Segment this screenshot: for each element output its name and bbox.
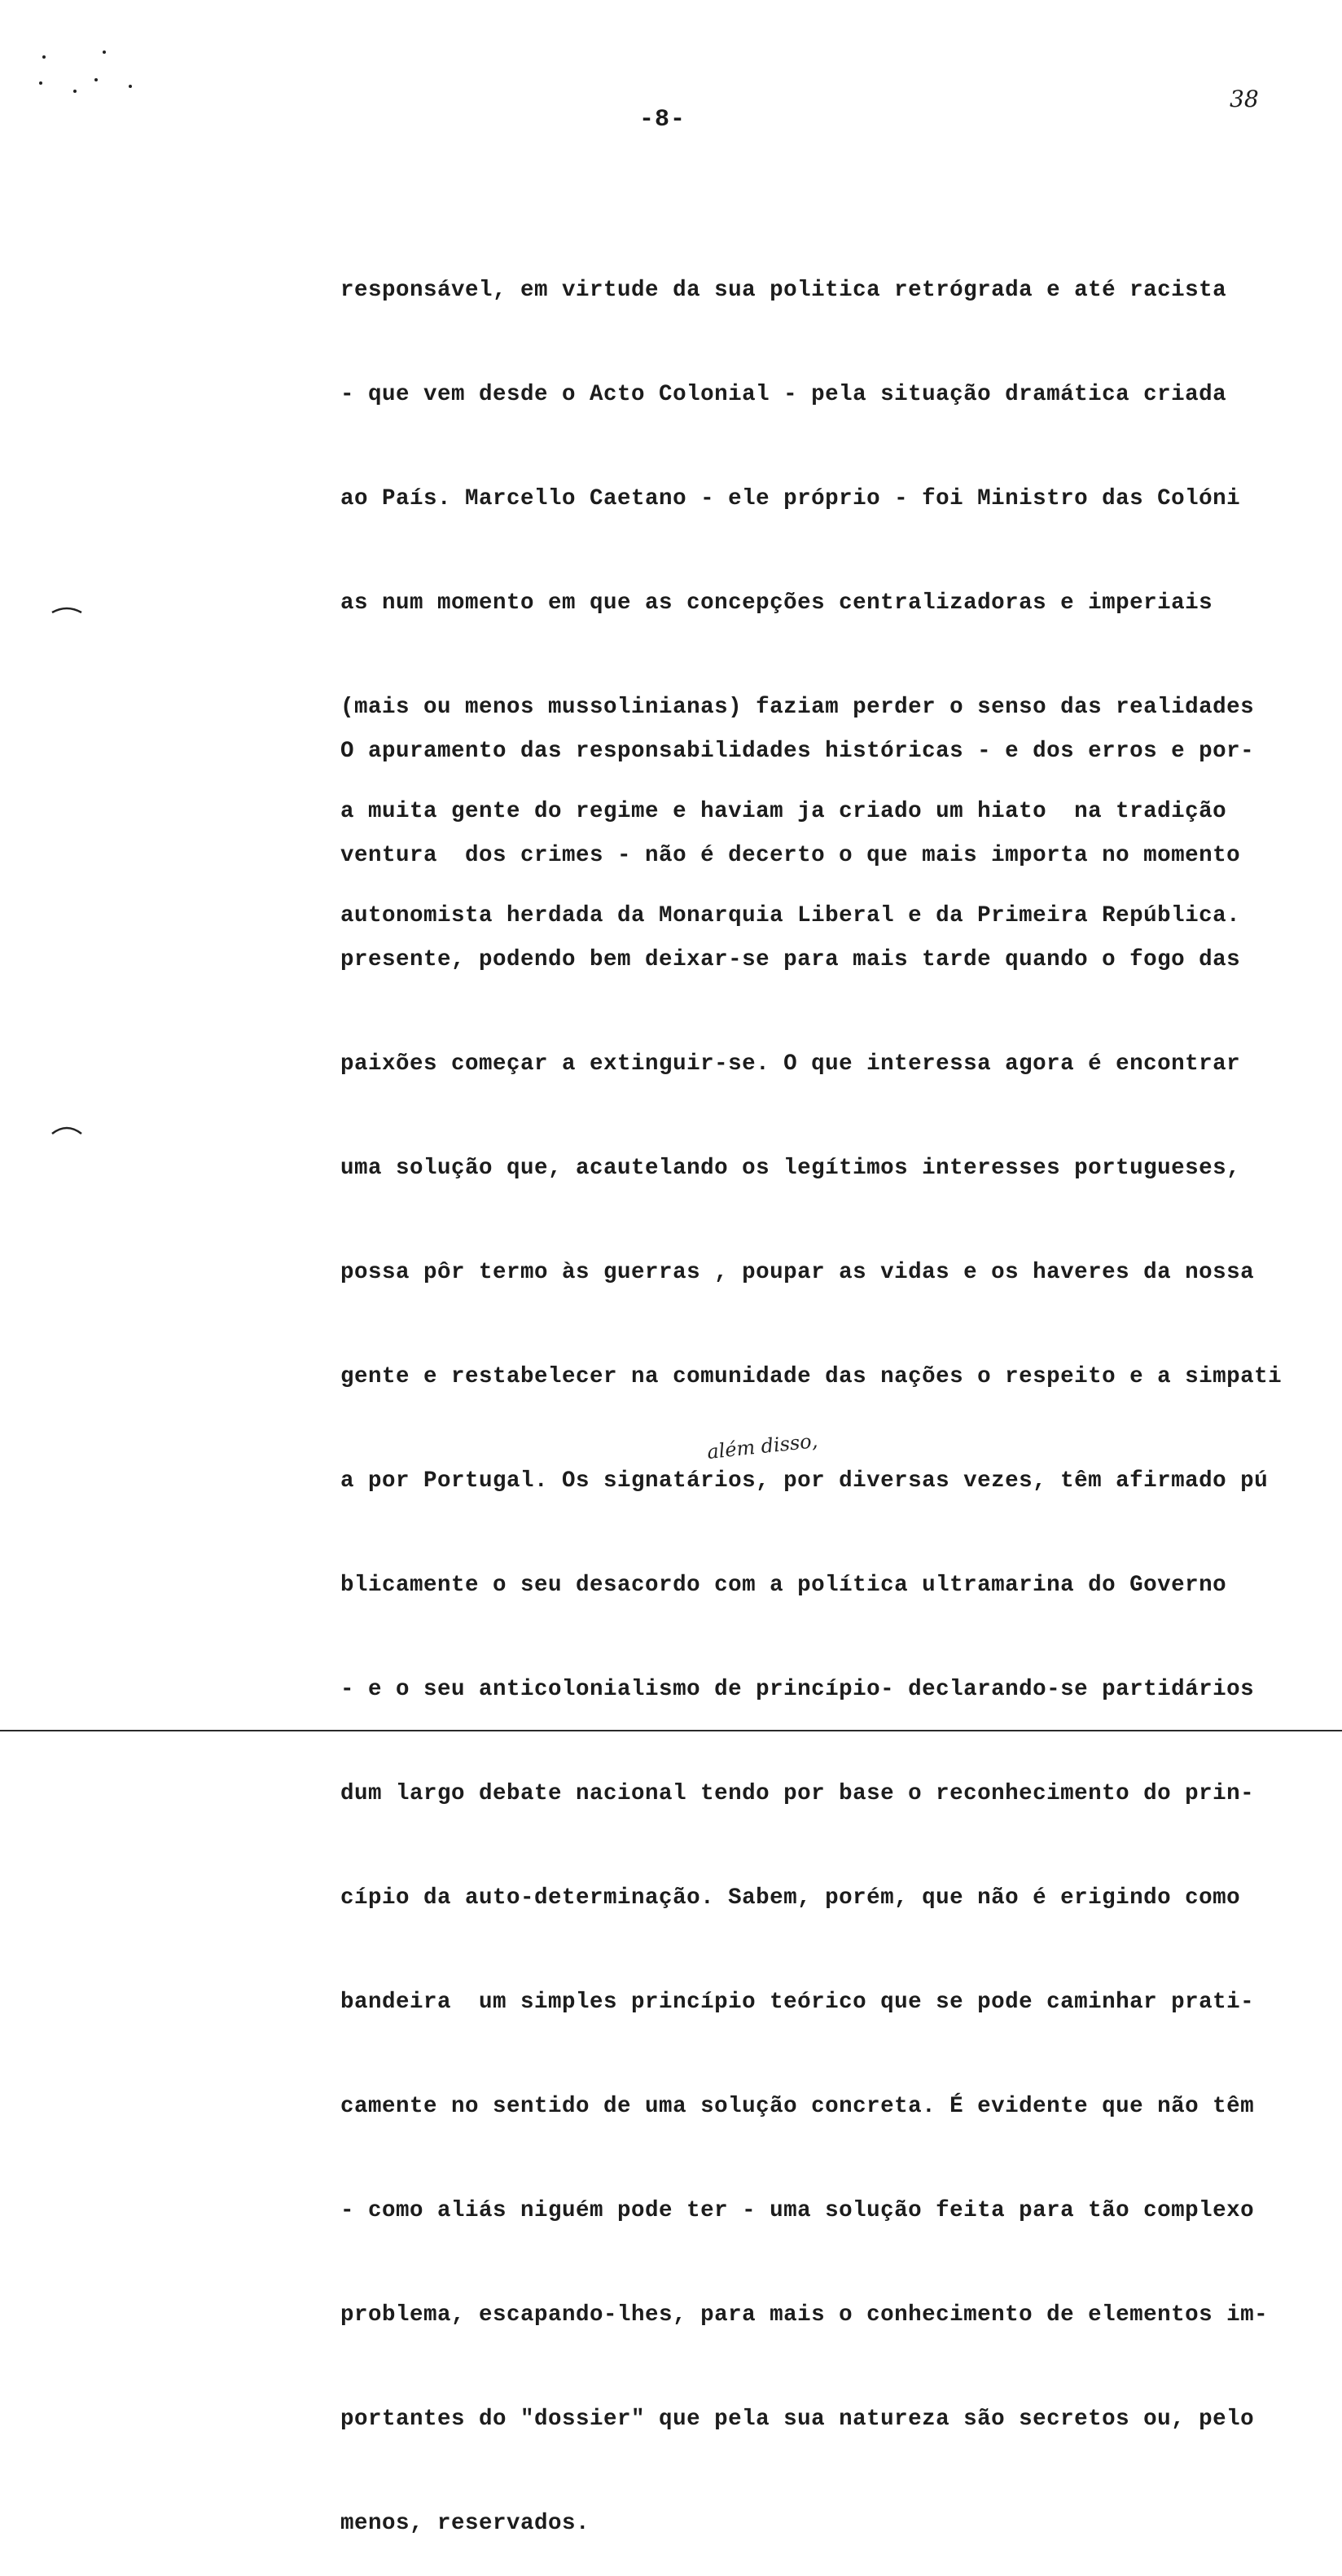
page-number: -8- <box>639 106 686 134</box>
text-line: as num momento em que as concepções centralizadoras e imperiais <box>340 590 1213 616</box>
text-line: presente, podendo bem deixar-se para mais tarde quando o fogo das <box>340 947 1241 972</box>
text-line: paixões começar a extinguir-se. O que interessa agora é encontrar <box>340 1051 1241 1077</box>
text-line: uma solução que, acautelando os legítimos interesses portugueses, <box>340 1156 1241 1181</box>
scan-speck <box>42 55 46 59</box>
text-line: gente e restabelecer na comunidade das nações o respeito e a simpati <box>340 1364 1283 1389</box>
text-line: problema, escapando-lhes, para mais o conhecimento de elementos im- <box>340 2302 1269 2328</box>
text-line: cípio da auto-determinação. Sabem, porém, que não é erigindo como <box>340 1885 1241 1911</box>
text-line: camente no sentido de uma solução concreta. É evidente que não têm <box>340 2094 1255 2119</box>
margin-mark-lower <box>50 1116 83 1148</box>
bottom-rule <box>0 1730 1342 1731</box>
text-line: (mais ou menos mussolinianas) faziam perder o senso das realidades <box>340 695 1255 720</box>
text-line: responsável, em virtude da sua politica retrógrada e até racista <box>340 278 1227 303</box>
scan-speck <box>103 50 106 54</box>
text-line: portantes do "dossier" que pela sua natureza são secretos ou, pelo <box>340 2407 1255 2432</box>
archive-number: 38 <box>1230 86 1259 112</box>
paragraph-2 <box>340 674 1342 2576</box>
text-line: a muita gente do regime e haviam ja criado um hiato na tradição <box>340 799 1227 824</box>
text-line: bandeira um simples princípio teórico que se pode caminhar prati- <box>340 1990 1255 2015</box>
text-line: blicamente o seu desacordo com a política ultramarina do Governo <box>340 1573 1227 1598</box>
handwritten-insert: além disso, <box>705 1428 819 1464</box>
text-line: ventura dos crimes - não é decerto o que mais importa no momento <box>340 843 1241 868</box>
text-line: - como aliás niguém pode ter - uma solução feita para tão complexo <box>340 2198 1255 2223</box>
text-line: ao País. Marcello Caetano - ele próprio - foi Ministro das Colóni <box>340 486 1241 511</box>
scan-speck <box>39 81 42 85</box>
scan-speck <box>94 78 98 81</box>
text-line: menos, reservados. <box>340 2511 590 2536</box>
text-line: - e o seu anticolonialismo de princípio- declarando-se partidários <box>340 1677 1255 1702</box>
text-line: dum largo debate nacional tendo por base o reconhecimento do prin- <box>340 1781 1255 1806</box>
text-line: possa pôr termo às guerras , poupar as vidas e os haveres da nossa <box>340 1260 1255 1285</box>
scan-speck <box>73 90 77 93</box>
scan-speck <box>129 85 132 88</box>
text-line: O apuramento das responsabilidades históricas - e dos erros e por- <box>340 739 1255 764</box>
text-line: a por Portugal. Os signatários, por diversas vezes, têm afirmado pú <box>340 1468 1269 1494</box>
text-line: - que vem desde o Acto Colonial - pela situação dramática criada <box>340 382 1227 407</box>
text-line: autonomista herdada da Monarquia Liberal e da Primeira República. <box>340 903 1241 928</box>
margin-mark-upper <box>50 595 83 627</box>
